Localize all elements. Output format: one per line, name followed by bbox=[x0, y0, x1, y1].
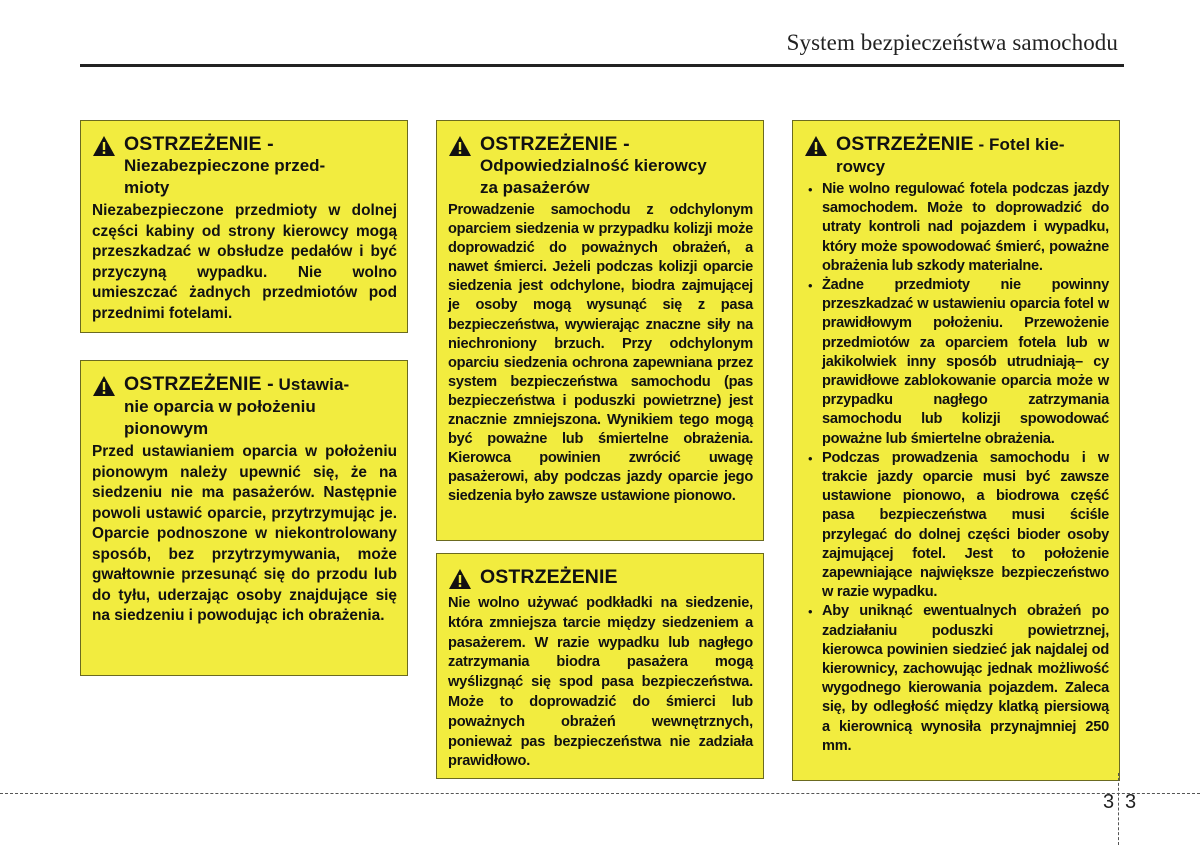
warning-header bbox=[448, 566, 753, 588]
warning-title: OSTRZEŻENIE bbox=[480, 566, 618, 588]
warning-header bbox=[448, 133, 753, 155]
list-item: • Żadne przedmioty nie powinny przeszkadzać w ustawieniu oparcia fotel w prawidłowym położeniu. Przewożenie przedmiotów za oparciem fotela lub w jakikolwiek inny sposób utrudniają– cy prawidłowe zablokowanie oparcia może w przypadku nagłego zatrzymania samochodu lub kolizji spowodować poważne lub śmiertelne obrażenia. bbox=[804, 276, 1109, 449]
chapter-number: 3 bbox=[1103, 791, 1115, 813]
warning-box-seat-pad bbox=[436, 553, 764, 779]
list-item: • Aby uniknąć ewentualnych obrażeń po zadziałaniu poduszki powietrznej, kierowca powinien siedzieć jak najdalej od kierownicy, zachowując jednak możliwość wygodnego kierowania pojazdem. Zaleca się, by odległość między klatką piersiową a kierownicą wynosiła przynajmniej 250 mm. bbox=[804, 602, 1109, 756]
warning-subtitle-inline: - Fotel kie- bbox=[973, 135, 1065, 154]
warning-header bbox=[92, 133, 397, 155]
warning-triangle-icon bbox=[804, 135, 828, 157]
warning-triangle-icon bbox=[92, 375, 116, 397]
header-rule bbox=[80, 64, 1124, 67]
footer-rule bbox=[0, 793, 1200, 794]
warning-subtitle: nie oparcia w położeniu pionowym bbox=[124, 397, 316, 438]
warning-box-seatback-upright bbox=[80, 360, 408, 676]
warning-box-unsecured-items bbox=[80, 120, 408, 333]
warning-title: OSTRZEŻENIE - bbox=[480, 133, 630, 155]
warning-subtitle: Niezabezpieczone przed- mioty bbox=[124, 156, 326, 197]
list-item: • Nie wolno regulować fotela podczas jazdy samochodem. Może to doprowadzić do utraty kontroli nad pojazdem i wypadku, który może spowodować śmierć, poważne obrażenia lub szkody materialne. bbox=[804, 180, 1109, 276]
warning-triangle-icon bbox=[448, 135, 472, 157]
warning-header bbox=[92, 373, 397, 396]
header-title: System bezpieczeństwa samochodu bbox=[786, 30, 1118, 55]
warning-triangle-icon bbox=[448, 568, 472, 590]
warning-triangle-icon bbox=[92, 135, 116, 157]
warning-body: Prowadzenie samochodu z odchylonym oparciem siedzenia w przypadku kolizji może doprowadzić do poważnych obrażeń, a nawet śmierci. Jeżeli podczas kolizji oparcie siedzenia jest odchylone, biodra zajmującej je osoby mogą wysunąć się z pasa bezpieczeństwa, wywierając znaczne siły na niechroniony brzuch. Przy odchylonym oparciu siedzenia ochrona zapewniana przez system bezpieczeństwa samochodu (pas bezpieczeństwa i poduszki powietrzne) jest znacznie zmniejszona. Wynikiem tego mogą być poważne lub śmiertelne obrażenia. Kierowca powinien zwrócić uwagę pasażerowi, aby podczas jazdy oparcie jego siedzenia było zawsze ustawione pionowo. bbox=[448, 202, 753, 505]
warning-subtitle-inline: Ustawia- bbox=[273, 375, 350, 394]
warning-title: OSTRZEŻENIE - bbox=[124, 133, 274, 155]
warning-box-driver-responsibility bbox=[436, 120, 764, 541]
warning-body: Niezabezpieczone przedmioty w dolnej części kabiny od strony kierowcy mogą przeszkadzać w obsłudze pedałów i być przyczyną wypadku. Nie wolno umieszczać żadnych przedmiotów pod przednimi fotelami. bbox=[92, 202, 397, 322]
warning-body: Nie wolno używać podkładki na siedzenie, która zmniejsza tarcie między siedzeniem a pasażerem. W razie wypadku lub nagłego zatrzymania biodra pasażera mogą wyślizgnąć się spod pasa bezpieczeństwa. Może to doprowadzić do śmierci lub poważnych obrażeń wewnętrznych, ponieważ pas bezpieczeństwa nie zadziała prawidłowo. bbox=[448, 595, 753, 770]
page-number: 3 bbox=[1125, 791, 1137, 813]
warning-body: Przed ustawianiem oparcia w położeniu pionowym należy upewnić się, że na siedzeniu nie ma pasażerów. Następnie powoli ustawić oparcie, przytrzymując je. Oparcie podnoszone w niekontrolowany sposób, bez przytrzymywania, może gwałtownie przesunąć się do przodu lub do tyłu, uderzając osoby znajdujące się na siedzeniu i powodując ich obrażenia. bbox=[92, 443, 397, 624]
list-item: • Podczas prowadzenia samochodu i w trakcie jazdy oparcie musi być zawsze ustawione pionowo, a biodrowa część pasa bezpieczeństwa musi ściśle przylegać do dolnej części bioder osoby zajmującej fotel. Jest to położenie zapewniające największe bezpieczeństwo w razie wypadku. bbox=[804, 449, 1109, 603]
warning-title: OSTRZEŻENIE - bbox=[124, 373, 274, 395]
warning-box-driver-seat bbox=[792, 120, 1120, 781]
warning-title: OSTRZEŻENIE bbox=[836, 133, 974, 155]
warning-subtitle: rowcy bbox=[836, 157, 886, 176]
page-number-divider bbox=[1118, 773, 1119, 845]
warning-header bbox=[804, 133, 1109, 156]
warning-subtitle: Odpowiedzialność kierowcy za pasażerów bbox=[480, 156, 707, 197]
warning-bullet-list bbox=[804, 180, 1109, 756]
